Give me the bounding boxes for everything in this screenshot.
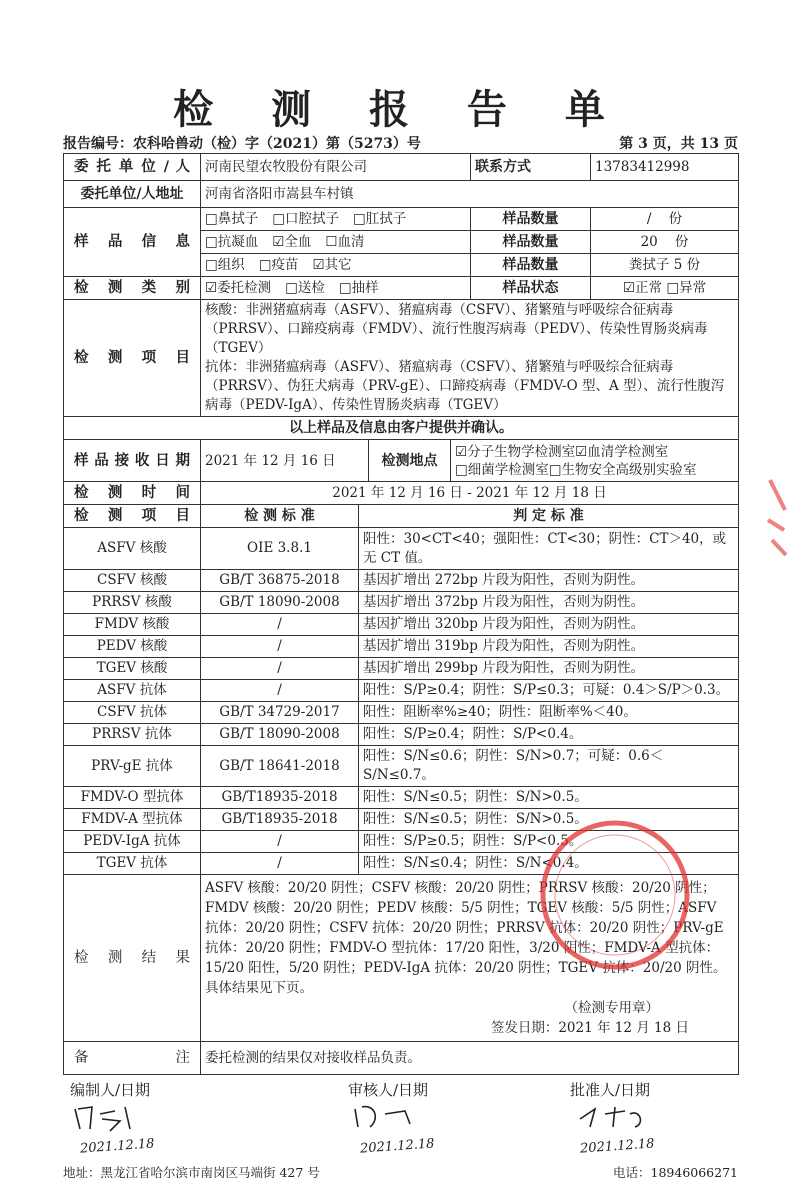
reviewer-signature: [350, 1099, 460, 1139]
standard-row: [64, 746, 739, 787]
standard-row: [64, 592, 739, 614]
test-items-antibody: 抗体：非洲猪瘟病毒（ASFV）、猪瘟病毒（CSFV）、猪繁殖与呼吸综合征病毒（PRRSV）、伪狂犬病毒（PRV-gE）、口蹄疫病毒（FMDV-O 型、A 型）、流行性腹泻病毒（PEDV-IgA）、传染性胃肠炎病毒（TGEV）: [205, 359, 725, 413]
col-header-criteria: 判 定 标 准: [359, 505, 739, 528]
row-standard: /: [201, 636, 359, 658]
address-value: 河南省洛阳市嵩县车村镇: [201, 181, 739, 208]
checkbox-option: □鼻拭子: [205, 211, 259, 227]
row-standard: /: [201, 614, 359, 636]
place-line-1: ☑分子生物学检测室☑血清学检测室: [455, 443, 669, 460]
qty-label: 样品数量: [471, 208, 591, 231]
row-item: PRV-gE 抗体: [64, 746, 201, 787]
qty-value: / 份: [591, 208, 739, 231]
qty-label: 样品数量: [471, 254, 591, 277]
standard-row: [64, 658, 739, 680]
checkbox-option: □肛拭子: [353, 211, 407, 227]
report-body: [63, 153, 738, 1183]
row-criteria: 阳性：S/P≥0.5；阴性：S/P<0.5。: [359, 831, 739, 853]
checkbox-option: □抽样: [338, 280, 379, 296]
client-value: 河南民望农牧股份有限公司: [201, 154, 471, 181]
row-item: FMDV 核酸: [64, 614, 201, 636]
row-standard: GB/T 18090-2008: [201, 724, 359, 746]
row-item: CSFV 抗体: [64, 702, 201, 724]
issue-date: 签发日期：2021 年 12 月 18 日: [490, 1020, 689, 1036]
standard-row: [64, 528, 739, 570]
checkbox-option: ☑委托检测: [205, 280, 272, 296]
approver-signature: [575, 1099, 685, 1139]
row-criteria: 阳性：S/N≤0.4；阴性：S/N<0.4。: [359, 853, 739, 875]
row-criteria: 阳性：S/N≤0.6；阴性：S/N>0.7；可疑：0.6＜S/N≤0.7。: [359, 746, 739, 787]
standard-row: [64, 636, 739, 658]
row-item: FMDV-A 型抗体: [64, 809, 201, 831]
row-criteria: 基因扩增出 372bp 片段为阳性，否则为阴性。: [359, 592, 739, 614]
row-item: ASFV 核酸: [64, 528, 201, 570]
row-standard: /: [201, 831, 359, 853]
editor-date: 2021.12.18: [79, 1136, 155, 1157]
row-standard: /: [201, 658, 359, 680]
checkbox-option: □送检: [285, 280, 325, 296]
test-type-label: 检 测 类 别: [64, 277, 201, 300]
address-label: 委托单位/人地址: [64, 181, 201, 208]
row-standard: OIE 3.8.1: [201, 528, 359, 570]
signature-section: [70, 1079, 731, 1161]
editor-label: 编制人/日期: [70, 1081, 151, 1099]
col-header-item: 检 测 项 目: [64, 505, 201, 528]
row-standard: GB/T 36875-2018: [201, 570, 359, 592]
page-indicator: 第 3 页，共 13 页: [619, 136, 738, 152]
place-label: 检测地点: [369, 440, 451, 482]
report-table: [63, 153, 739, 1075]
row-standard: GB/T 34729-2017: [201, 702, 359, 724]
standard-row: [64, 853, 739, 875]
reviewer-date: 2021.12.18: [359, 1136, 435, 1157]
seam-stamp-fragment: [760, 470, 790, 560]
row-item: TGEV 核酸: [64, 658, 201, 680]
row-standard: GB/T18935-2018: [201, 809, 359, 831]
state-value: ☑正常 □异常: [591, 277, 739, 300]
checkbox-option: □口腔拭子: [272, 211, 340, 227]
row-item: PEDV 核酸: [64, 636, 201, 658]
row-criteria: 阳性：S/N≤0.5；阴性：S/N>0.5。: [359, 809, 739, 831]
row-criteria: 阳性：阻断率%≥40；阴性：阻断率%＜40。: [359, 702, 739, 724]
row-standard: /: [201, 853, 359, 875]
test-items-label: 检 测 项 目: [64, 300, 201, 417]
row-item: FMDV-O 型抗体: [64, 787, 201, 809]
checkbox-option: □组织: [205, 257, 245, 273]
reviewer-label: 审核人/日期: [348, 1081, 429, 1099]
editor-signature: [70, 1099, 180, 1139]
checkbox-option: □疫苗: [258, 257, 299, 273]
contact-label: 联系方式: [471, 154, 591, 181]
standard-row: [64, 724, 739, 746]
footer-address: 地址：黑龙江省哈尔滨市南岗区马端街 427 号: [63, 1165, 320, 1180]
result-label: 检 测 结 果: [64, 875, 201, 1042]
row-standard: GB/T18935-2018: [201, 787, 359, 809]
confirm-note: 以上样品及信息由客户提供并确认。: [64, 417, 739, 440]
row-item: PEDV-IgA 抗体: [64, 831, 201, 853]
approver-date: 2021.12.18: [579, 1136, 655, 1157]
row-standard: /: [201, 680, 359, 702]
state-label: 样品状态: [471, 277, 591, 300]
checkbox-option: ☐血清: [325, 234, 365, 250]
report-number: 报告编号：农科哈兽动（检）字（2021）第（5273）号: [63, 136, 421, 152]
row-criteria: 阳性：30<CT<40；强阳性：CT<30；阴性：CT＞40，或无 CT 值。: [359, 528, 739, 570]
footer-phone: 电话：18946066271: [613, 1165, 738, 1180]
row-criteria: 基因扩增出 320bp 片段为阳性，否则为阴性。: [359, 614, 739, 636]
standard-row: [64, 787, 739, 809]
row-criteria: 阳性：S/P≥0.4；阴性：S/P≤0.3；可疑：0.4＞S/P＞0.3。: [359, 680, 739, 702]
result-text: ASFV 核酸：20/20 阴性；CSFV 核酸：20/20 阴性；PRRSV 核酸：20/20 阴性；FMDV 核酸：20/20 阴性；PEDV 核酸：5/5 阴性；TGEV 核酸：5/5 阴性；ASFV 抗体：20/20 阴性；CSFV 抗体：20/20 阴性；PRRSV 抗体：20/20 阴性；PRV-gE 抗体：20/20 阴性；FMDV-O 型抗体：17/20 阳性，3/20 阴性；FMDV-A 型抗体：15/20 阳性，5/20 阴性；PEDV-IgA 抗体：20/20 阴性；TGEV 抗体：20/20 阴性。具体结果见下页。: [205, 880, 727, 996]
col-header-standard: 检 测 标 准: [201, 505, 359, 528]
checkbox-option: ☑其它: [312, 257, 352, 273]
remark-text: 委托检测的结果仅对接收样品负责。: [201, 1042, 739, 1075]
receive-date-label: 样品接收日期: [64, 440, 201, 482]
qty-value: 粪拭子 5 份: [591, 254, 739, 277]
standard-row: [64, 831, 739, 853]
row-criteria: 基因扩增出 299bp 片段为阳性，否则为阴性。: [359, 658, 739, 680]
row-item: PRRSV 核酸: [64, 592, 201, 614]
contact-value: 13783412998: [591, 154, 739, 181]
standard-row: [64, 570, 739, 592]
row-standard: GB/T 18641-2018: [201, 746, 359, 787]
test-time-value: 2021 年 12 月 16 日 - 2021 年 12 月 18 日: [201, 482, 739, 505]
row-item: CSFV 核酸: [64, 570, 201, 592]
qty-value: 20 份: [591, 231, 739, 254]
qty-label: 样品数量: [471, 231, 591, 254]
standard-row: [64, 702, 739, 724]
stamp-note: （检测专用章）: [564, 1000, 659, 1016]
place-line-2: □细菌学检测室□生物安全高级别实验室: [455, 461, 697, 478]
sample-info-label: 样 品 信 息: [64, 208, 201, 277]
row-criteria: 阳性：S/N≤0.5；阴性：S/N>0.5。: [359, 787, 739, 809]
test-time-label: 检 测 时 间: [64, 482, 201, 505]
row-item: PRRSV 抗体: [64, 724, 201, 746]
row-criteria: 阳性：S/P≥0.4；阴性：S/P<0.4。: [359, 724, 739, 746]
test-items-nucleic: 核酸：非洲猪瘟病毒（ASFV）、猪瘟病毒（CSFV）、猪繁殖与呼吸综合征病毒（PRRSV）、口蹄疫病毒（FMDV）、流行性腹泻病毒（PEDV）、传染性胃肠炎病毒（TGEV）: [205, 302, 708, 356]
remark-label: 备 注: [64, 1042, 201, 1075]
receive-date-value: 2021 年 12 月 16 日: [201, 440, 369, 482]
checkbox-option: □抗凝血: [205, 234, 259, 250]
row-criteria: 基因扩增出 272bp 片段为阳性，否则为阴性。: [359, 570, 739, 592]
standard-row: [64, 614, 739, 636]
checkbox-option: ☑全血: [272, 234, 312, 250]
document-title: 检 测 报 告 单: [173, 87, 627, 133]
standard-row: [64, 680, 739, 702]
footer: [63, 1163, 738, 1183]
client-label: 委 托 单 位 / 人: [64, 154, 201, 181]
row-item: TGEV 抗体: [64, 853, 201, 875]
approver-label: 批准人/日期: [570, 1081, 651, 1099]
row-item: ASFV 抗体: [64, 680, 201, 702]
row-criteria: 基因扩增出 319bp 片段为阳性，否则为阴性。: [359, 636, 739, 658]
row-standard: GB/T 18090-2008: [201, 592, 359, 614]
standard-row: [64, 809, 739, 831]
